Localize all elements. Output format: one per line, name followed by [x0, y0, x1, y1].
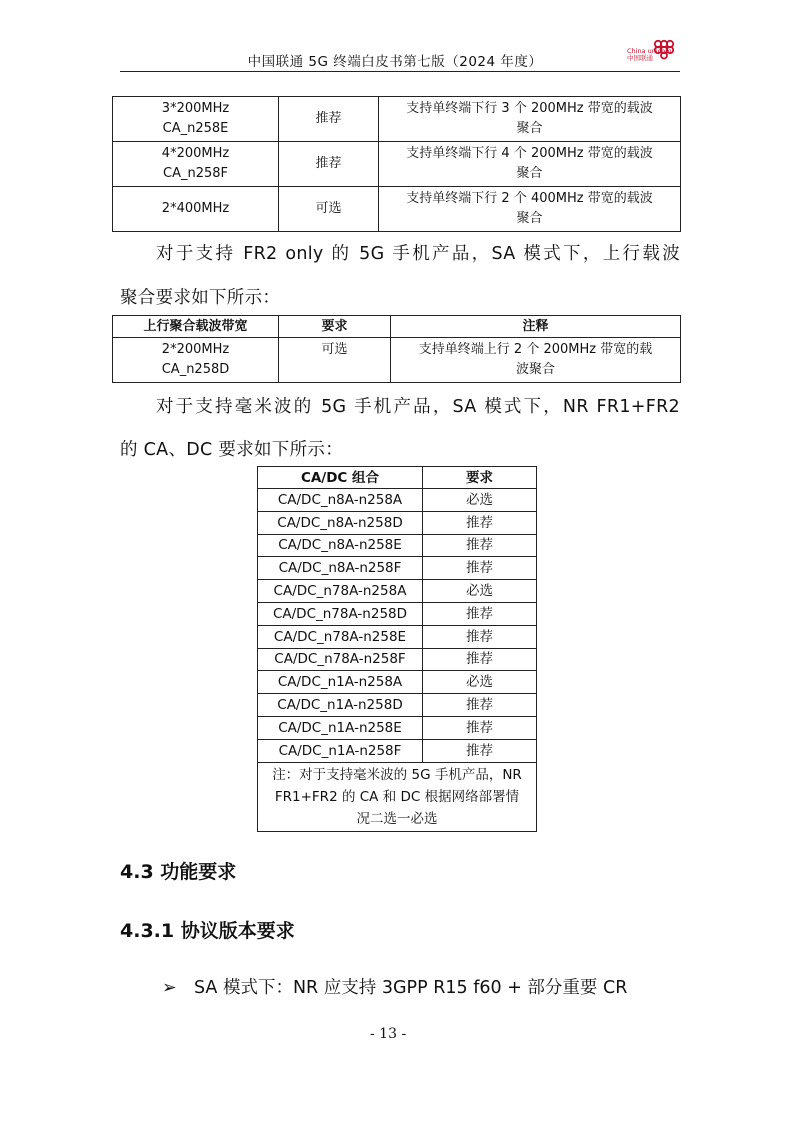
- combo-cell: CA/DC_n1A-n258E: [258, 716, 423, 739]
- table-row: [258, 739, 537, 762]
- cadc-combination-table: [257, 466, 537, 832]
- requirement-cell: 推荐: [423, 602, 537, 625]
- column-header: CA/DC 组合: [258, 467, 423, 489]
- note-cell: 支持单终端上行 2 个 200MHz 带宽的载 波聚合: [391, 338, 681, 383]
- header-rule: [120, 71, 680, 72]
- requirement-cell: 可选: [279, 187, 379, 232]
- requirement-cell: 推荐: [423, 739, 537, 762]
- note-cell: 支持单终端下行 3 个 200MHz 带宽的载波 聚合: [379, 97, 681, 142]
- note-cell: 支持单终端下行 2 个 400MHz 带宽的载波 聚合: [379, 187, 681, 232]
- requirement-cell: 推荐: [279, 97, 379, 142]
- combo-cell: CA/DC_n8A-n258F: [258, 557, 423, 580]
- table-row: [113, 97, 681, 142]
- table-row: [113, 338, 681, 383]
- page-number: - 13 -: [370, 1026, 407, 1042]
- combo-cell: CA/DC_n1A-n258F: [258, 739, 423, 762]
- requirement-cell: 推荐: [423, 694, 537, 717]
- table-row: [258, 716, 537, 739]
- requirement-cell: 推荐: [423, 557, 537, 580]
- table-row: [258, 511, 537, 534]
- section-heading-4-3-1: 4.3.1 协议版本要求: [120, 920, 295, 942]
- table-row: [258, 557, 537, 580]
- table-row: [113, 142, 681, 187]
- table-row: [258, 671, 537, 694]
- requirement-cell: 必选: [423, 671, 537, 694]
- table-row: [258, 580, 537, 603]
- list-item: [162, 974, 682, 999]
- table-row: [258, 534, 537, 557]
- bullet-arrow-icon: ➢: [162, 978, 177, 998]
- combo-cell: 2*200MHz CA_n258D: [113, 338, 279, 383]
- requirement-cell: 必选: [423, 580, 537, 603]
- combo-cell: CA/DC_n8A-n258A: [258, 489, 423, 512]
- note-cell: 支持单终端下行 4 个 200MHz 带宽的载波 聚合: [379, 142, 681, 187]
- uplink-ca-table: [112, 315, 681, 383]
- combo-cell: CA/DC_n8A-n258D: [258, 511, 423, 534]
- table-header-row: [113, 316, 681, 338]
- table-row: [258, 625, 537, 648]
- table-header-row: [258, 467, 537, 489]
- logo-text: China unicom中国联通: [627, 47, 672, 62]
- table-footnote-row: [258, 762, 537, 831]
- paragraph-mmwave-cadc: 对于支持毫米波的 5G 手机产品，SA 模式下，NR FR1+FR2 的 CA、DC 要求如下所示：: [120, 397, 680, 460]
- table-row: [258, 648, 537, 671]
- requirement-cell: 推荐: [423, 534, 537, 557]
- section-heading-4-3: 4.3 功能要求: [120, 861, 237, 883]
- combo-cell: CA/DC_n78A-n258F: [258, 648, 423, 671]
- table-footnote: 注：对于支持毫米波的 5G 手机产品，NR FR1+FR2 的 CA 和 DC 根据网络部署情 况二选一必选: [258, 762, 537, 831]
- combo-cell: CA/DC_n78A-n258A: [258, 580, 423, 603]
- combo-cell: 2*400MHz: [113, 187, 279, 232]
- paragraph-fr2-uplink: 对于支持 FR2 only 的 5G 手机产品，SA 模式下，上行载波 聚合要求如下所示：: [120, 244, 680, 308]
- combo-cell: CA/DC_n78A-n258E: [258, 625, 423, 648]
- column-header: 要求: [423, 467, 537, 489]
- table-row: [113, 187, 681, 232]
- combo-cell: CA/DC_n8A-n258E: [258, 534, 423, 557]
- downlink-ca-table: [112, 96, 681, 232]
- table-row: [258, 694, 537, 717]
- combo-cell: 3*200MHz CA_n258E: [113, 97, 279, 142]
- requirement-cell: 推荐: [423, 648, 537, 671]
- requirement-cell: 可选: [279, 338, 391, 383]
- column-header: 要求: [279, 316, 391, 338]
- column-header: 注释: [391, 316, 681, 338]
- table-row: [258, 489, 537, 512]
- requirement-cell: 推荐: [423, 625, 537, 648]
- combo-cell: 4*200MHz CA_n258F: [113, 142, 279, 187]
- table-row: [258, 602, 537, 625]
- page-header-title: 中国联通 5G 终端白皮书第七版（2024 年度）: [247, 54, 543, 70]
- combo-cell: CA/DC_n1A-n258D: [258, 694, 423, 717]
- combo-cell: CA/DC_n1A-n258A: [258, 671, 423, 694]
- column-header: 上行聚合载波带宽: [113, 316, 279, 338]
- requirement-cell: 推荐: [423, 716, 537, 739]
- bullet-text: SA 模式下：NR 应支持 3GPP R15 f60 + 部分重要 CR: [194, 978, 628, 998]
- requirement-cell: 推荐: [423, 511, 537, 534]
- combo-cell: CA/DC_n78A-n258D: [258, 602, 423, 625]
- requirement-cell: 必选: [423, 489, 537, 512]
- requirement-cell: 推荐: [279, 142, 379, 187]
